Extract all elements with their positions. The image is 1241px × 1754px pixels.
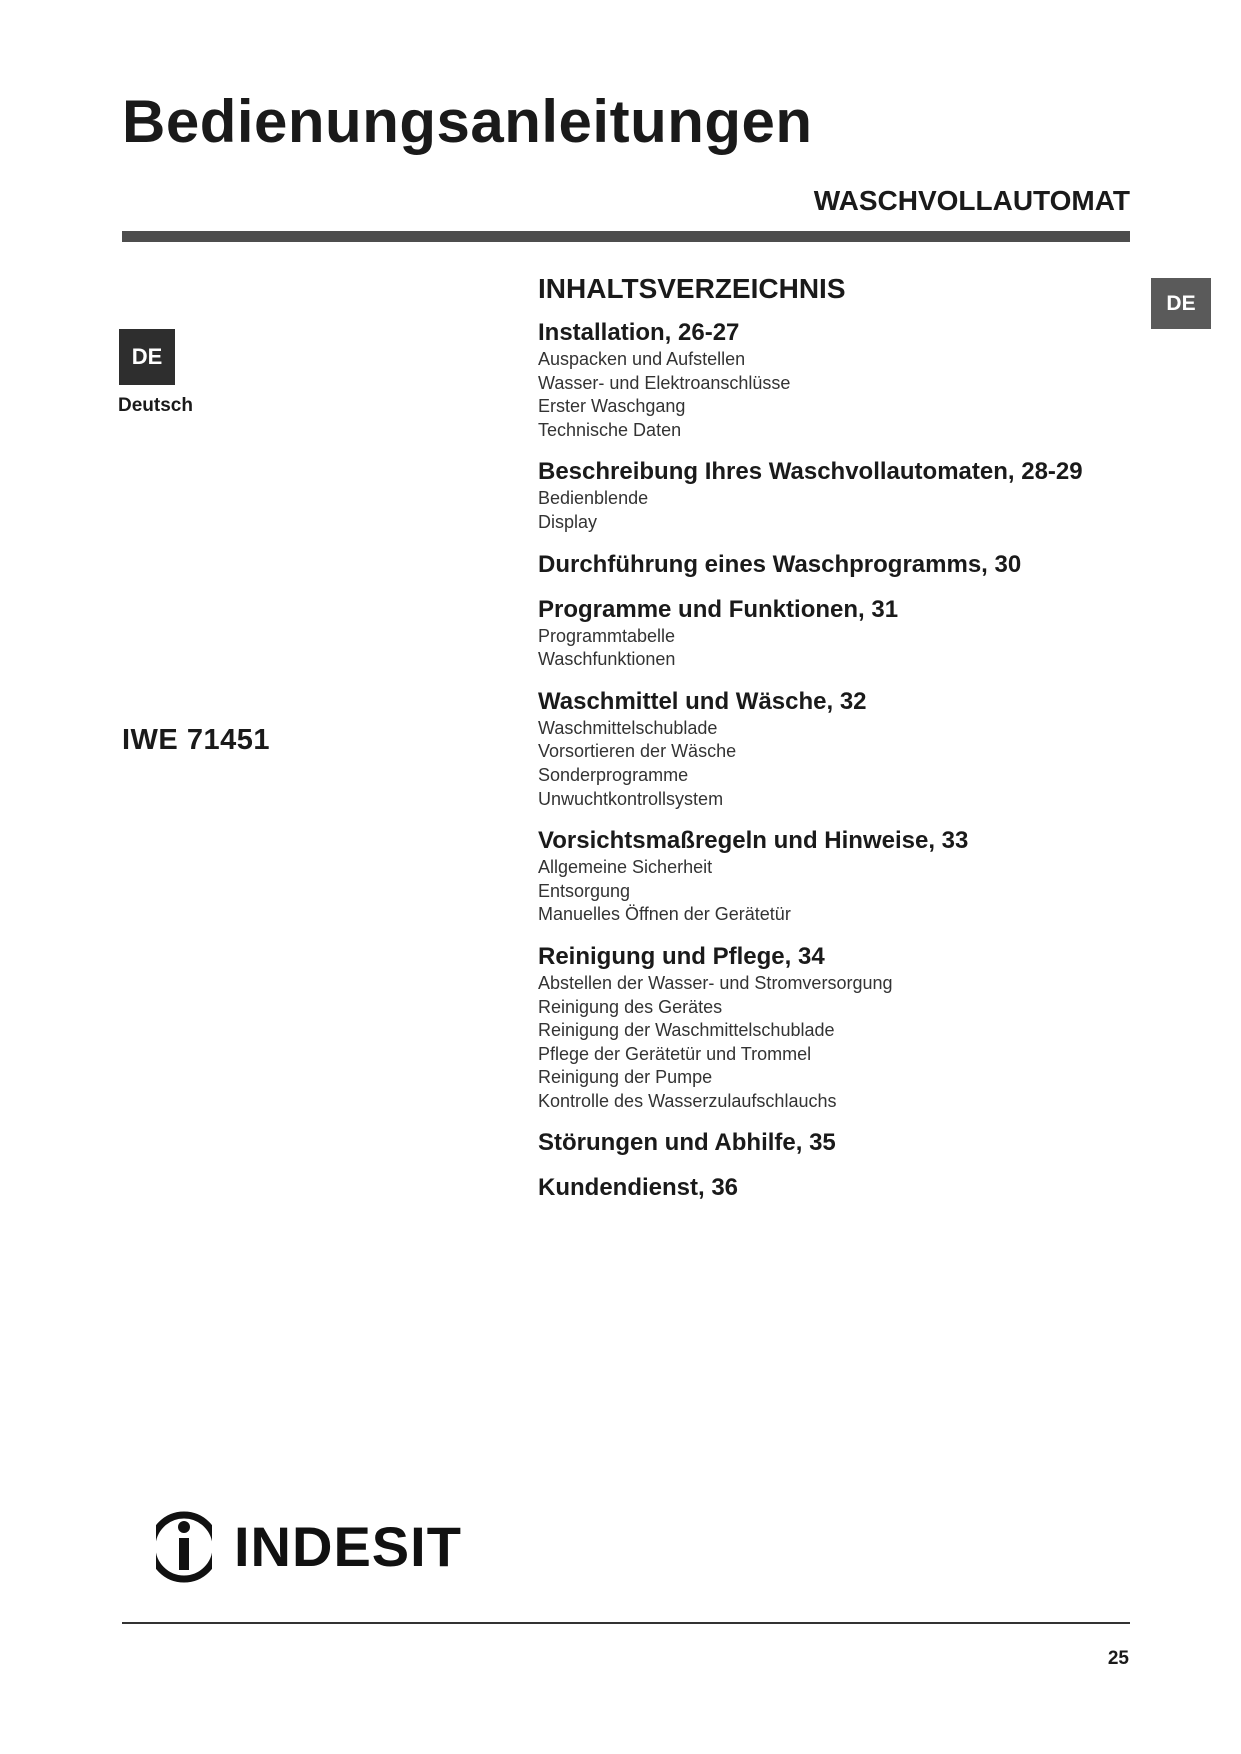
toc-section-heading[interactable]: Programme und Funktionen, 31: [538, 595, 899, 623]
language-code-badge: DE: [119, 329, 175, 385]
language-side-tab[interactable]: DE: [1151, 278, 1211, 329]
toc-section-heading[interactable]: Kundendienst, 36: [538, 1174, 739, 1202]
toc-section: [538, 1172, 1138, 1203]
toc-section: [538, 1127, 1138, 1158]
toc-subitem[interactable]: Erster Waschgang: [538, 396, 686, 417]
toc-subitem[interactable]: Allgemeine Sicherheit: [538, 857, 713, 878]
toc-subitem[interactable]: Bedienblende: [538, 488, 649, 509]
toc-subitem[interactable]: Display: [538, 511, 598, 532]
document-type: WASCHVOLLAUTOMAT: [813, 185, 1130, 216]
toc-subitem[interactable]: Manuelles Öffnen der Gerätetür: [538, 904, 791, 925]
toc-section: [538, 456, 1138, 534]
toc-subitem[interactable]: Abstellen der Wasser- und Stromversorgung: [538, 972, 893, 993]
toc-section: [538, 594, 1138, 672]
toc-section: [538, 941, 1138, 1114]
toc-section: [538, 549, 1138, 580]
brand-logo-text: INDESIT: [234, 1515, 462, 1578]
table-of-contents: [538, 272, 1138, 1217]
toc-title: INHALTSVERZEICHNIS: [538, 273, 846, 304]
toc-subitem[interactable]: Vorsortieren der Wäsche: [538, 741, 737, 762]
toc-section-heading[interactable]: Waschmittel und Wäsche, 32: [538, 687, 867, 715]
toc-section-heading[interactable]: Beschreibung Ihres Waschvollautomaten, 28-29: [538, 458, 1083, 486]
toc-subitem-list: [538, 717, 1138, 811]
toc-subitem[interactable]: Pflege der Gerätetür und Trommel: [538, 1043, 812, 1064]
toc-subitem[interactable]: Reinigung der Pumpe: [538, 1067, 713, 1088]
toc-subitem[interactable]: Programmtabelle: [538, 625, 676, 646]
toc-subitem[interactable]: Entsorgung: [538, 880, 631, 901]
toc-subitem-list: [538, 348, 1138, 442]
toc-subitem[interactable]: Reinigung der Waschmittelschublade: [538, 1020, 835, 1041]
toc-subitem[interactable]: Unwuchtkontrollsystem: [538, 788, 724, 809]
toc-section-heading[interactable]: Reinigung und Pflege, 34: [538, 942, 825, 970]
toc-subitem-list: [538, 972, 1138, 1114]
toc-section-heading[interactable]: Störungen und Abhilfe, 35: [538, 1129, 836, 1157]
footer-divider: [122, 1622, 1130, 1624]
toc-subitem[interactable]: Sonderprogramme: [538, 764, 689, 785]
toc-section: [538, 686, 1138, 811]
toc-section-heading[interactable]: Installation, 26-27: [538, 319, 740, 346]
toc-section-heading[interactable]: Durchführung eines Waschprogramms, 30: [538, 550, 1022, 578]
header-divider: [122, 231, 1130, 242]
toc-subitem[interactable]: Reinigung des Gerätes: [538, 996, 723, 1017]
brand-logo: [146, 1508, 462, 1586]
model-number: IWE 71451: [122, 724, 270, 756]
toc-section: [538, 825, 1138, 927]
toc-subitem[interactable]: Waschmittelschublade: [538, 717, 718, 738]
toc-subitem[interactable]: Waschfunktionen: [538, 649, 676, 670]
indesit-i-logo-icon: [146, 1509, 222, 1585]
toc-subitem[interactable]: Auspacken und Aufstellen: [538, 349, 746, 369]
toc-section-heading[interactable]: Vorsichtsmaßregeln und Hinweise, 33: [538, 827, 969, 855]
toc-section: [538, 317, 1138, 442]
toc-subitem-list: [538, 487, 1138, 534]
toc-subitem[interactable]: Technische Daten: [538, 419, 682, 440]
page-title: Bedienungsanleitungen: [122, 88, 813, 155]
toc-subitem[interactable]: Wasser- und Elektroanschlüsse: [538, 372, 791, 393]
page-number: 25: [1107, 1648, 1129, 1669]
toc-subitem-list: [538, 625, 1138, 672]
toc-subitem-list: [538, 856, 1138, 927]
language-name: Deutsch: [118, 395, 193, 416]
toc-subitem[interactable]: Kontrolle des Wasserzulaufschlauchs: [538, 1090, 837, 1111]
toc-section-list: [538, 317, 1138, 1203]
